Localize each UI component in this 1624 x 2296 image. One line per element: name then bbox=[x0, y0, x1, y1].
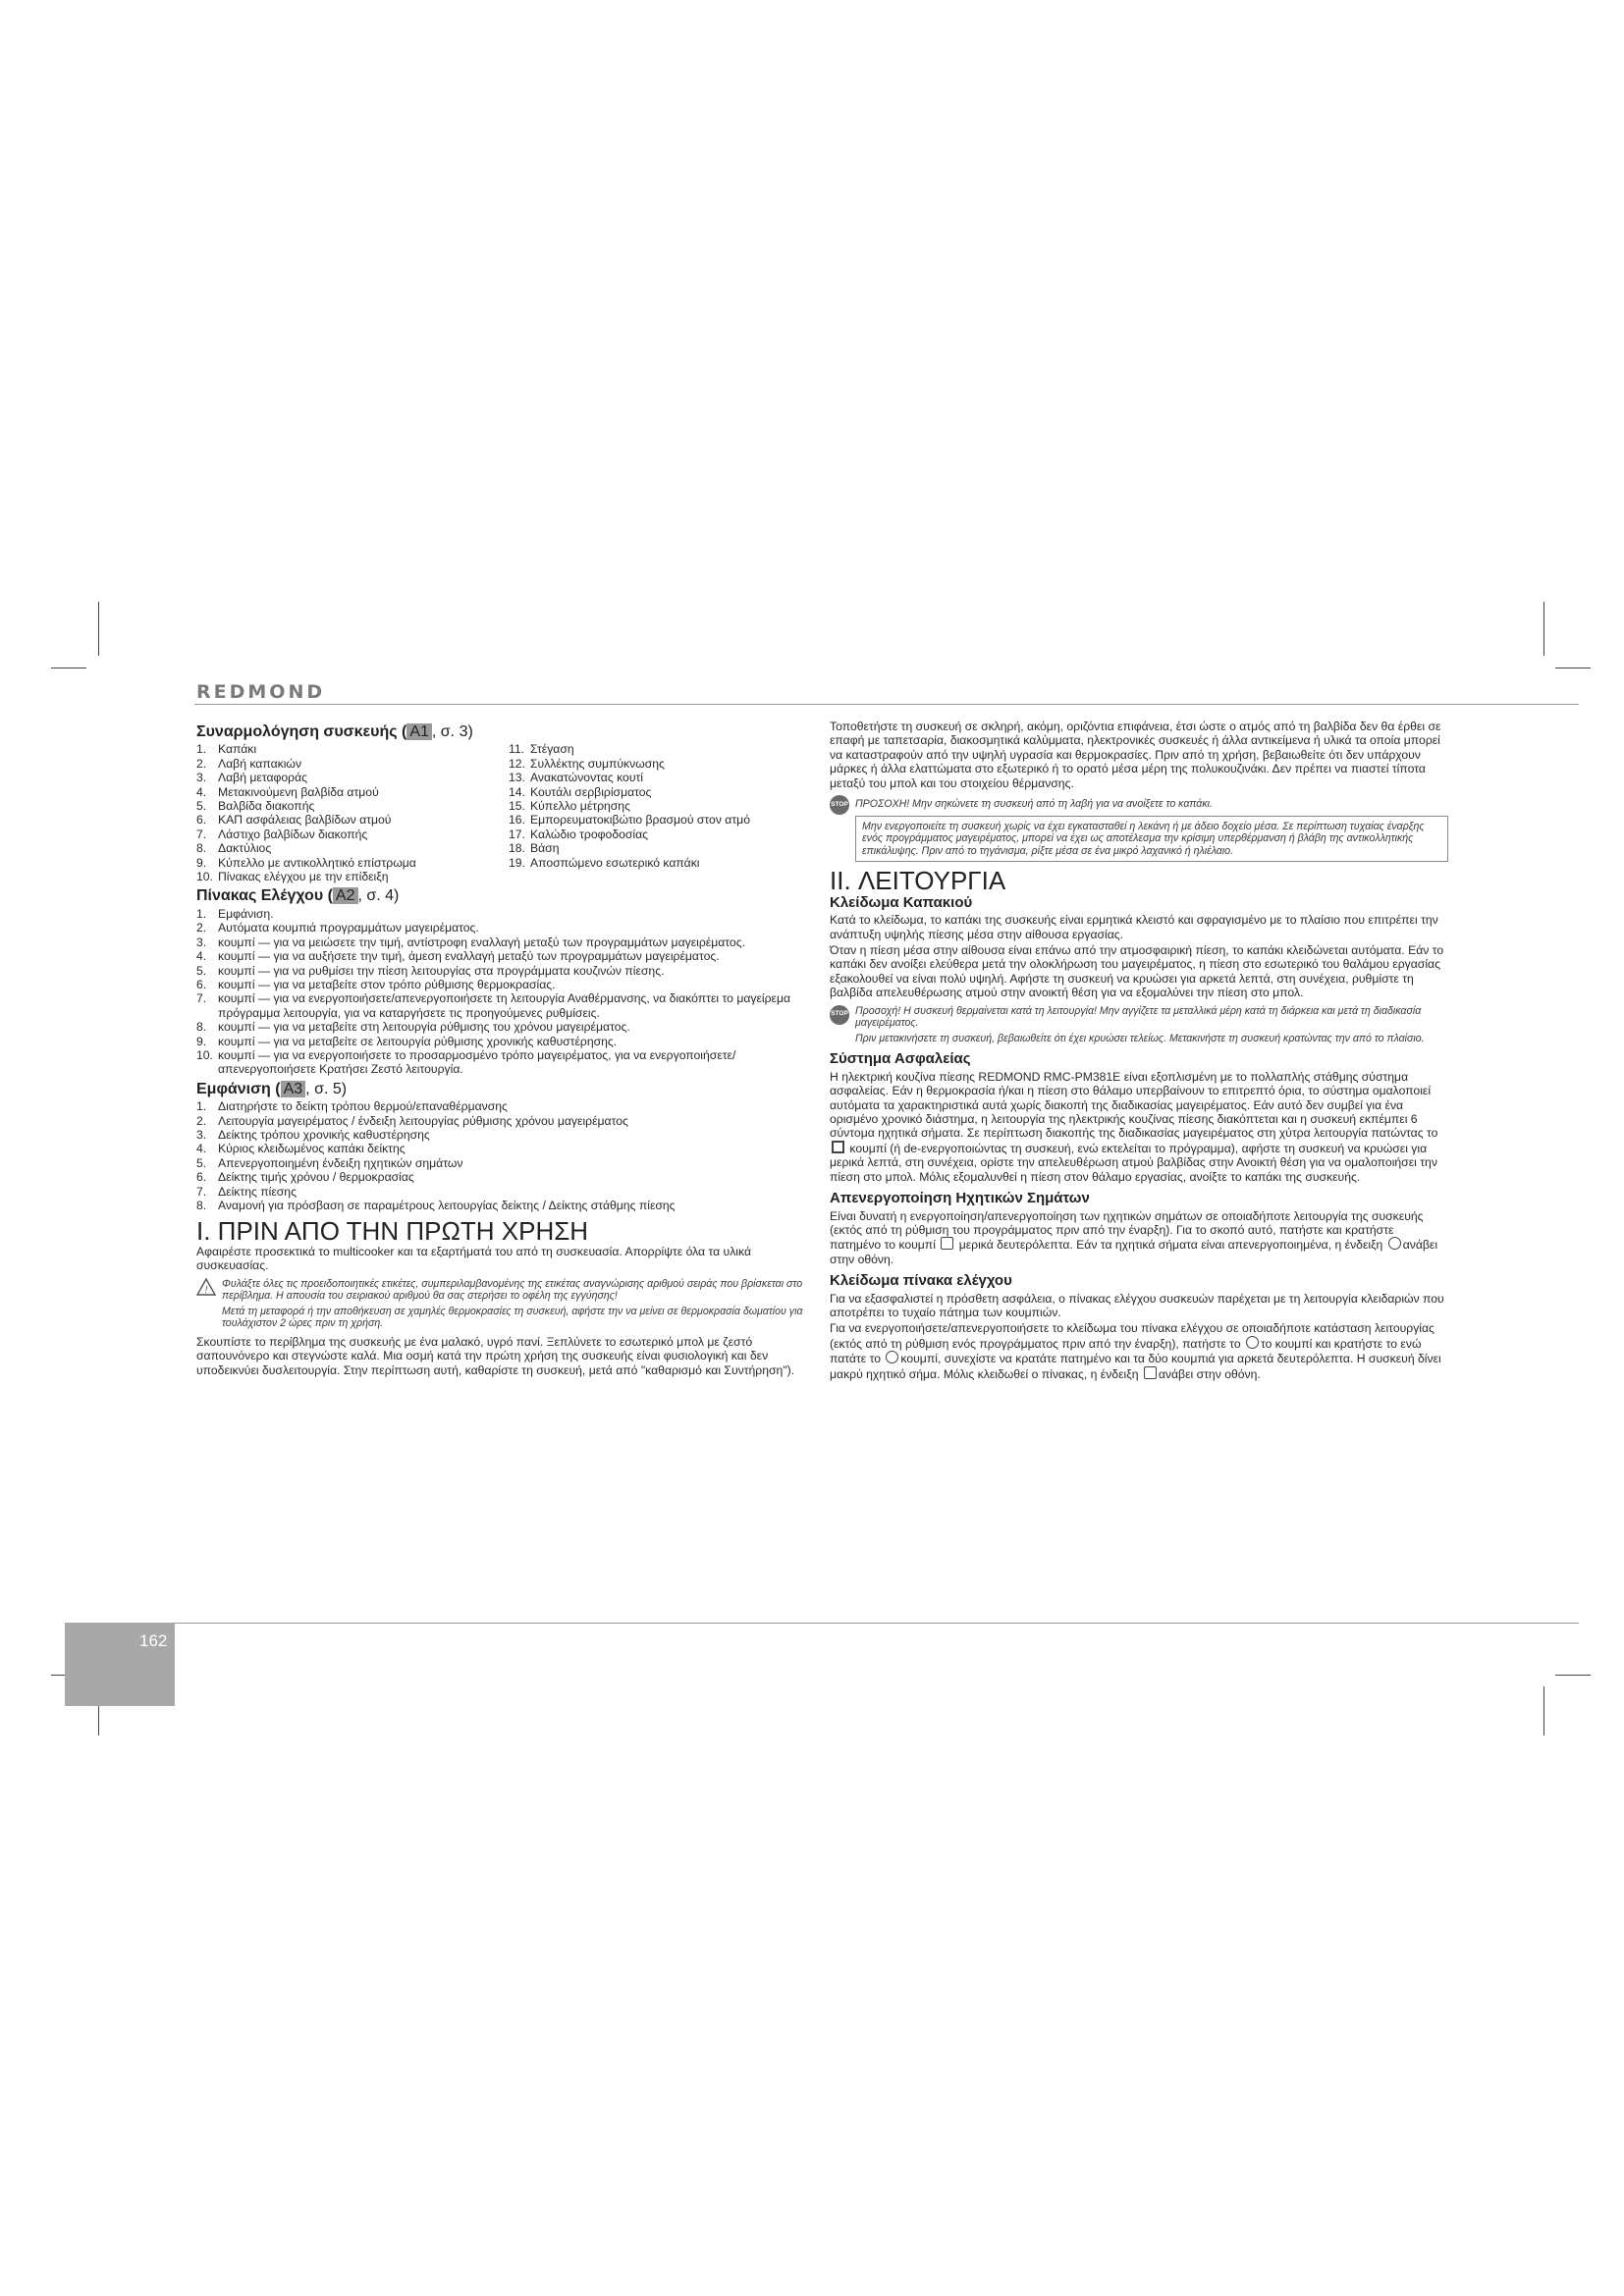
note-text: Φυλάξτε όλες τις προειδοποιητικές ετικέτες, συμπεριλαμβανομένης της ετικέτας αναγνώρισης αριθμού σειράς που βρίσκεται στο περίβλημα. Η απουσία του σειριακού αριθμού θα σας στερήσει το οφέλη της εγγύησης! bbox=[222, 1277, 803, 1303]
alarm-clock-button-icon bbox=[886, 1351, 898, 1363]
list-item bbox=[196, 856, 509, 870]
list-text: Βαλβίδα διακοπής bbox=[218, 799, 315, 814]
list-item bbox=[196, 828, 509, 841]
sound-off-icon bbox=[1388, 1237, 1401, 1250]
sound-heading: Απενεργοποίηση Ηχητικών Σημάτων bbox=[830, 1190, 1090, 1207]
list-text: κουμπί — για να αυξήσετε την τιμή, άμεση εναλλαγή μεταξύ των προγραμμάτων μαγειρέματος. bbox=[218, 949, 720, 964]
list-text: Καλώδιο τροφοδοσίας bbox=[530, 827, 649, 841]
paragraph: Σκουπίστε το περίβλημα της συσκευής με ένα μαλακό, υγρό πανί. Ξεπλύνετε το εσωτερικό μπολ με ζεστό σαπουνόνερο και στεγνώστε καλά. Μια οσμή κατά την πρώτη χρήση της συσκευής είναι φυσιολογική και δεν υποδεικνύει δυσλειτουργία. Στην περίπτωση αυτή, καθαρίστε τη συσκευή, μετά από "καθαρισμό και Συντήρηση"). bbox=[196, 1335, 795, 1377]
crop-mark bbox=[1555, 667, 1591, 668]
panel-lock-heading: Κλείδωμα πίνακα ελέγχου bbox=[830, 1272, 1012, 1290]
lid-lock-heading: Κλείδωμα Καπακιού bbox=[830, 893, 973, 911]
list-item bbox=[196, 964, 813, 978]
list-text: Κύπελλο με αντικολλητικό επίστρωμα bbox=[218, 855, 416, 870]
list-number: 3. bbox=[196, 1127, 207, 1142]
list-item bbox=[196, 870, 509, 883]
list-text: Κύπελλο μέτρησης bbox=[530, 799, 630, 814]
stop-note bbox=[830, 795, 1448, 811]
list-number: 4. bbox=[196, 1142, 207, 1156]
list-text: Βάση bbox=[530, 841, 560, 856]
list-text: κουμπί — για να ενεργοποιήσετε το προσαρμοσμένο τρόπο μαγειρέματος, για να ενεργοποιήσετε/απενεργοποιήσετε Κρατήσει Ζεστό λειτουργία. bbox=[218, 1047, 736, 1077]
list-item bbox=[509, 813, 813, 827]
list-number: 1. bbox=[196, 1099, 207, 1114]
list-number: 8. bbox=[196, 1199, 207, 1212]
list-item bbox=[509, 799, 813, 813]
list-text: Διατηρήστε το δείκτη τρόπου θερμού/επαναθέρμανσης bbox=[218, 1099, 508, 1114]
list-text: Εμφάνιση. bbox=[218, 906, 274, 921]
list-number: 4. bbox=[196, 949, 207, 964]
list-number: 18. bbox=[509, 841, 525, 856]
lock-icon bbox=[1144, 1366, 1157, 1379]
assembly-list bbox=[196, 742, 813, 883]
list-text: κουμπί — για να μεταβείτε στη λειτουργία ρύθμισης του χρόνου μαγειρέματος. bbox=[218, 1020, 630, 1035]
list-number: 16. bbox=[509, 813, 525, 828]
stop-icon: STOP bbox=[830, 1005, 849, 1025]
crop-mark bbox=[1543, 602, 1544, 656]
safety-heading: Σύστημα Ασφαλείας bbox=[830, 1050, 971, 1068]
list-item bbox=[196, 799, 509, 813]
list-number: 3. bbox=[196, 934, 207, 949]
list-item bbox=[196, 1170, 813, 1184]
list-text: Δακτύλιος bbox=[218, 841, 272, 856]
list-item bbox=[196, 757, 509, 771]
stop-note bbox=[830, 1005, 1448, 1045]
list-number: 8. bbox=[196, 1020, 207, 1035]
list-text: Αναμονή για πρόσβαση σε παραμέτρους λειτουργίας δείκτης / Δείκτης στάθμης πίεσης bbox=[218, 1199, 676, 1212]
figure-ref: A2 bbox=[333, 887, 358, 904]
list-number: 5. bbox=[196, 1155, 207, 1170]
assembly-list-b bbox=[509, 742, 813, 883]
list-number: 1. bbox=[196, 906, 207, 921]
note-text: Πριν μετακινήσετε τη συσκευή, βεβαιωθείτε ότι έχει κρυώσει τελείως. Μετακινήστε τη συσκευή κρατώντας την από το πλαίσιο. bbox=[855, 1032, 1425, 1044]
list-text: Λειτουργία μαγειρέματος / ένδειξη λειτουργίας ρύθμισης χρόνου μαγειρέματος bbox=[218, 1113, 628, 1128]
svg-text:!: ! bbox=[204, 1284, 208, 1296]
crop-mark bbox=[1543, 1686, 1544, 1735]
list-item bbox=[509, 757, 813, 771]
list-number: 9. bbox=[196, 1034, 207, 1048]
footer-rule bbox=[175, 1623, 1579, 1624]
list-number: 14. bbox=[509, 784, 525, 799]
list-item bbox=[196, 1114, 813, 1128]
list-number: 7. bbox=[196, 827, 207, 841]
timer-button-icon bbox=[941, 1237, 953, 1250]
list-text: κουμπί — για να μειώσετε την τιμή, αντίστροφη εναλλαγή μεταξύ των προγραμμάτων μαγειρέματος. bbox=[218, 934, 745, 949]
boxed-note: Μην ενεργοποιείτε τη συσκευή χωρίς να έχει εγκατασταθεί η λεκάνη ή με άδειο δοχείο μέσα. Σε περίπτωση τυχαίας έναρξης ενός προγράμματος μαγειρέματος, μπορεί να έχει ως αποτέλεσμα την κρίσιμη υπερθέρμανση ή βλάβη της αντικολλητικής επικάλυψης. Πριν από το τηγάνισμα, ρίξτε μέσα σε ένα μικρό λαχανικό ή ηλιέλαιο. bbox=[855, 816, 1448, 863]
list-number: 15. bbox=[509, 799, 525, 814]
list-text: Εμπορευματοκιβώτιο βρασμού στον ατμό bbox=[530, 813, 750, 828]
note-text: ΠΡΟΣΟΧΗ! Μην σηκώνετε τη συσκευή από τη λαβή για να ανοίξετε το καπάκι. bbox=[855, 798, 1213, 811]
list-item bbox=[196, 1099, 813, 1113]
control-list bbox=[196, 907, 813, 1077]
list-item bbox=[509, 771, 813, 784]
paragraph: Κατά το κλείδωμα, το καπάκι της συσκευής είναι ερμητικά κλειστό και σφραγισμένο με το πλαίσιο που επιτρέπει την ανάπτυξη υψηλής πίεσης μέσα στην αίθουσα εργασίας. bbox=[830, 913, 1438, 941]
list-text: Λαβή μεταφοράς bbox=[218, 771, 308, 785]
list-text: Δείκτης τρόπου χρονικής καθυστέρησης bbox=[218, 1127, 430, 1142]
assembly-heading: Συναρμολόγηση συσκευής ( A1 , σ. 3) bbox=[196, 723, 473, 740]
list-number: 9. bbox=[196, 855, 207, 870]
list-text: Ανακατώνοντας κουτί bbox=[530, 771, 644, 785]
crop-mark bbox=[98, 602, 99, 656]
list-text: κουμπί — για να ρυθμίσει την πίεση λειτουργίας στα προγράμματα κουζινών πίεσης. bbox=[218, 963, 665, 978]
list-text: Λαβή καπακιών bbox=[218, 756, 302, 771]
list-item bbox=[196, 991, 813, 1020]
list-text: Λάστιχο βαλβίδων διακοπής bbox=[218, 827, 368, 841]
assembly-list-a bbox=[196, 742, 509, 883]
warning-triangle-icon bbox=[196, 1278, 216, 1296]
list-item bbox=[196, 1199, 813, 1212]
list-item bbox=[196, 949, 813, 963]
list-item bbox=[196, 1020, 813, 1034]
paragraph: Αφαιρέστε προσεκτικά το multicooker και τα εξαρτήματά του από τη συσκευασία. Απορρίψτε όλα τα υλικά συσκευασίας. bbox=[196, 1244, 751, 1273]
list-text: κουμπί — για να μεταβείτε στον τρόπο ρύθμισης θερμοκρασίας. bbox=[218, 977, 556, 991]
list-item bbox=[196, 742, 509, 756]
list-number: 13. bbox=[509, 771, 525, 785]
list-number: 5. bbox=[196, 963, 207, 978]
display-heading: Εμφάνιση ( A3 , σ. 5) bbox=[196, 1080, 348, 1097]
section-title-operation: II. ΛΕΙΤΟΥΡΓΙΑ bbox=[830, 866, 1006, 896]
list-number: 2. bbox=[196, 921, 207, 935]
list-item bbox=[509, 841, 813, 855]
list-item bbox=[196, 1035, 813, 1048]
paragraph: Για να εξασφαλιστεί η πρόσθετη ασφάλεια, ο πίνακας ελέγχου συσκευών παρέχεται με τη λειτουργία κλειδαριών που αποτρέπει το τυχαίο πάτημα των κουμπιών. bbox=[830, 1291, 1444, 1319]
list-item bbox=[196, 978, 813, 991]
paragraph: Η ηλεκτρική κουζίνα πίεσης REDMOND RMC-PM381E είναι εξοπλισμένη με το πολλαπλής στάθμης σύστημα ασφαλείας. Εάν η θερμοκρασία ή/και η πίεση στο θάλαμο υπερβαίνουν το επιτρεπτό όρια, το σύστημα ομαλοποιεί αυτόματα τα χαρακτηριστικά αυτά χωρίς διακοπή της διαδικασίας μαγειρέματος. Εάν αυτό δεν συμβεί για ένα ορισμένο χρονικό διάστημα, η λειτουργία της ηλεκτρικής κουζίνας πίεσης διακόπτεται και η συσκευή εκπέμπει 6 σύντομα ηχητικά σήματα. Σε περίπτωση διακοπής της διαδικασίας μαγειρέματος στη χύτρα λειτουργία πατώντας το κουμπί (ή de-ενεργοποιώντας τη συσκευή, ενώ εκτελείται το πρόγραμμα), αφήστε τη συσκευή να κρυώσει για μερικά λεπτά, στη συνέχεια, ορίστε την απελευθέρωση ατμού βαλβίδας στην Ανοικτή θέση για να ομαλοποιήσει την πίεση στο μπολ. Μόλις εξομαλυνθεί η πίεση στον θάλαμο εργασίας, ανοίξτε το καπάκι της συσκευής. bbox=[830, 1069, 1438, 1184]
paragraph: Τοποθετήστε τη συσκευή σε σκληρή, ακόμη, οριζόντια επιφάνεια, έτσι ώστε ο ατμός από τη βαλβίδα δεν θα έρθει σε επαφή με ταπετσαρία, διακοσμητικά καλύμματα, ηλεκτρονικές συσκευές ή άλλα αντικείμενα ή υλικά τα οποία μπορεί να καταστραφούν από την υψηλή υγρασία και θερμοκρασίες. Πριν από τη χρήση, βεβαιωθείτε ότι δεν υπάρχουν μάρκες ή άλλα ελαττώματα στο εξωτερικό ή το ορατό μέσα μέρη της πολυκουζινάκι. Δεν πρέπει να πιαστεί τίποτα μεταξύ του μπολ και του στοιχείου θέρμανσης. bbox=[830, 720, 1441, 790]
list-text: Καπάκι bbox=[218, 742, 257, 757]
note-text: Μετά τη μεταφορά ή την αποθήκευση σε χαμηλές θερμοκρασίες τη συσκευή, αφήστε την να μείνει σε θερμοκρασία δωματίου για τουλάχιστον 2 ώρες πριν τη χρήση. bbox=[222, 1305, 803, 1330]
list-number: 3. bbox=[196, 771, 207, 785]
list-text: κουμπί — για να ενεργοποιήσετε/απενεργοποιήσετε τη λειτουργία Αναθέρμανσης, να διακόπτει το μαγείρεμα πρόγραμμα λειτουργία, για να καταργήσετε τις προηγούμενες ρυθμίσεις. bbox=[218, 991, 791, 1020]
section-title-before-use: I. ΠΡΙΝ ΑΠΟ ΤΗΝ ΠΡΩΤΗ ΧΡΗΣΗ bbox=[196, 1216, 589, 1247]
list-text: Αποσπώμενο εσωτερικό καπάκι bbox=[530, 855, 700, 870]
figure-ref: A1 bbox=[406, 723, 432, 740]
list-item bbox=[196, 1156, 813, 1170]
warning-note bbox=[196, 1278, 813, 1330]
list-item bbox=[196, 813, 509, 827]
list-item bbox=[196, 907, 813, 921]
display-list bbox=[196, 1099, 813, 1212]
list-number: 5. bbox=[196, 799, 207, 814]
list-number: 6. bbox=[196, 977, 207, 991]
list-text: Πίνακας ελέγχου με την επίδειξη bbox=[218, 870, 389, 884]
list-text: Δείκτης πίεσης bbox=[218, 1184, 297, 1199]
list-number: 6. bbox=[196, 1170, 207, 1185]
list-item bbox=[196, 841, 509, 855]
figure-ref: A3 bbox=[281, 1081, 306, 1097]
list-item bbox=[196, 921, 813, 934]
note-text: Προσοχή! Η συσκευή θερμαίνεται κατά τη λειτουργία! Μην αγγίζετε τα μεταλλικά μέρη κατά τη διάρκεια και μετά τη διαδικασία μαγειρέματος. bbox=[855, 1004, 1422, 1030]
list-number: 17. bbox=[509, 827, 525, 841]
list-number: 6. bbox=[196, 813, 207, 828]
list-item bbox=[509, 742, 813, 756]
page-number: 162 bbox=[139, 1631, 168, 1650]
list-item bbox=[509, 785, 813, 799]
list-text: Απενεργοποιημένη ένδειξη ηχητικών σημάτων bbox=[218, 1155, 463, 1170]
list-number: 2. bbox=[196, 1113, 207, 1128]
stop-button-icon bbox=[832, 1141, 844, 1153]
list-text: Μετακινούμενη βαλβίδα ατμού bbox=[218, 784, 379, 799]
header-rule bbox=[194, 704, 1579, 705]
list-number: 2. bbox=[196, 756, 207, 771]
list-text: Στέγαση bbox=[530, 742, 574, 757]
crop-mark bbox=[51, 667, 86, 668]
list-text: κουμπί — για να μεταβείτε σε λειτουργία ρύθμισης χρονικής καθυστέρησης. bbox=[218, 1034, 618, 1048]
list-item bbox=[196, 1142, 813, 1155]
list-item bbox=[196, 785, 509, 799]
list-text: Κύριος κλειδωμένος καπάκι δείκτης bbox=[218, 1142, 406, 1156]
clock-button-icon bbox=[1246, 1336, 1259, 1349]
left-column bbox=[196, 720, 813, 1379]
right-column bbox=[830, 720, 1448, 1383]
list-item bbox=[196, 935, 813, 949]
list-number: 10. bbox=[196, 870, 213, 884]
list-item bbox=[509, 856, 813, 870]
list-number: 12. bbox=[509, 756, 525, 771]
list-text: Αυτόματα κουμπιά προγραμμάτων μαγειρέματος. bbox=[218, 921, 479, 935]
brand-logo: REDMOND bbox=[196, 681, 326, 703]
list-item bbox=[196, 1048, 813, 1077]
list-item bbox=[196, 771, 509, 784]
list-number: 7. bbox=[196, 991, 207, 1006]
control-heading: Πίνακας Ελέγχου ( A2 , σ. 4) bbox=[196, 887, 400, 905]
list-number: 7. bbox=[196, 1184, 207, 1199]
list-number: 19. bbox=[509, 855, 525, 870]
list-item bbox=[196, 1128, 813, 1142]
list-number: 10. bbox=[196, 1047, 213, 1062]
list-text: Συλλέκτης συμπύκνωσης bbox=[530, 756, 665, 771]
list-text: Κουτάλι σερβιρίσματος bbox=[530, 784, 652, 799]
list-number: 8. bbox=[196, 841, 207, 856]
list-item bbox=[509, 828, 813, 841]
list-number: 1. bbox=[196, 742, 207, 757]
list-number: 11. bbox=[509, 742, 525, 757]
paragraph: Είναι δυνατή η ενεργοποίηση/απενεργοποίηση των ηχητικών σημάτων σε οποιαδήποτε λειτουργία της συσκευής (εκτός από τη ρύθμιση του προγράμματος πριν από την έναρξη). Για το σκοπό αυτό, πατήστε και κρατήστε πατημένο το κουμπί μερικά δευτερόλεπτα. Εάν τα ηχητικά σήματα είναι απενεργοποιημένα, η ένδειξη ανάβει στην οθόνη. bbox=[830, 1208, 1438, 1266]
list-text: ΚΑΠ ασφάλειας βαλβίδων ατμού bbox=[218, 813, 392, 828]
list-number: 4. bbox=[196, 784, 207, 799]
list-item bbox=[196, 1185, 813, 1199]
stop-icon: STOP bbox=[830, 795, 849, 815]
crop-mark bbox=[1555, 1675, 1591, 1676]
list-text: Δείκτης τιμής χρόνου / θερμοκρασίας bbox=[218, 1170, 414, 1185]
paragraph: Για να ενεργοποιήσετε/απενεργοποιήσετε το κλείδωμα του πίνακα ελέγχου σε οποιαδήποτε κατάσταση λειτουργίας (εκτός από τη ρύθμιση ενός προγράμματος πριν από την έναρξη), πατήστε το το κουμπί και κρατήστε το ενώ πατάτε το κουμπί, συνεχίστε να κρατάτε πατημένο και τα δύο κουμπιά για αρκετά δευτερόλεπτα. Η συσκευή δίνει μακρύ ηχητικό σήμα. Μόλις κλειδωθεί ο πίνακας, η ένδειξη ανάβει στην οθόνη. bbox=[830, 1321, 1441, 1381]
paragraph: Όταν η πίεση μέσα στην αίθουσα είναι επάνω από την ατμοσφαιρική πίεση, το καπάκι κλειδώνεται αυτόματα. Εάν το καπάκι δεν ανοίξει ελεύθερα μετά την ολοκλήρωση του μαγειρέματος, η πίεση στο εσωτερικό του θαλάμου εργασίας εξακολουθεί να είναι πολύ υψηλή. Αφήστε τη συσκευή να κρυώσει για αρκετά λεπτά, στη συνέχεια, ρυθμίστε τη βαλβίδα απελευθέρωσης ατμού στην ανοικτή θέση για να εξομαλύνει την πίεση στο μπολ. bbox=[830, 943, 1444, 1000]
